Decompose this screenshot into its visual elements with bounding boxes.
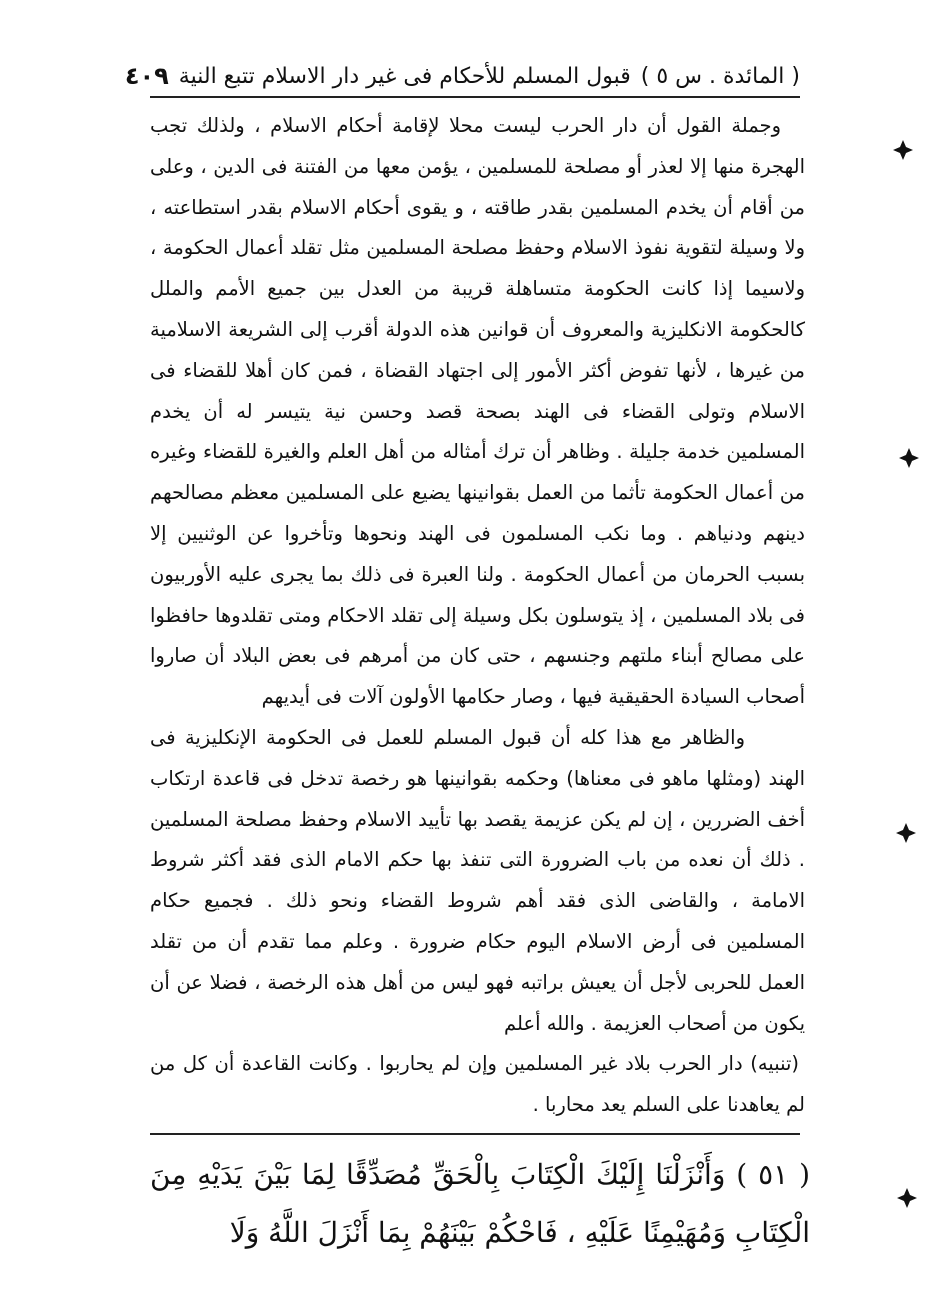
quran-verse: ( ٥١ ) وَأَنْزَلْنَا إِلَيْكَ الْكِتَابَ بِالْحَقِّ مُصَدِّقًا لِمَا بَيْنَ يَدَيْهِ مِنَ الْكِتَابِ وَمُهَيْمِنًا عَلَيْهِ ، فَاحْكُمْ بَيْنَهُمْ بِمَا أَنْزَلَ اللَّهُ وَلَا (150, 1158, 811, 1249)
margin-mark-icon (892, 139, 914, 161)
paragraph-3: (تنبيه) دار الحرب بلاد غير المسلمين وإن لم يحاربوا . وكانت القاعدة أن كل من لم يعاهدنا على السلم يعد محاربا . (150, 1052, 805, 1117)
paragraph-2: والظاهر مع هذا كله أن قبول المسلم للعمل فى الحكومة الإنكليزية فى الهند (ومثلها ماهو فى معناها) وحكمه بقوانينها هو رخصة تدخل فى قاعدة ارتكاب أخف الضررين ، إن لم يكن عزيمة يقصد بها تأييد الاسلام وحفظ مصلحة المسلمين . ذلك أن نعده من باب الضرورة التى تنفذ بها حكم الامام الذى فقد أكثر شروط الامامة ، والقاضى الذى فقد أهم شروط القضاء ونحو ذلك . فجميع حكام المسلمين فى أرض الاسلام اليوم حكام ضرورة . وعلم مما تقدم أن من تقلد العمل للحربى لأجل أن يعيش براتبه فهو ليس من أهل هذه الرخصة ، فضلا عن أن يكون من أصحاب العزيمة . والله أعلم (150, 725, 805, 1035)
sura-reference: ( المائدة . س ٥ ) (640, 63, 800, 89)
margin-mark-icon (895, 822, 917, 844)
margin-mark-icon (898, 447, 920, 469)
page-number: ٤٠٩ (124, 62, 169, 90)
verse-divider (150, 1133, 800, 1135)
running-title: قبول المسلم للأحكام فى غير دار الاسلام تتبع النية (178, 63, 631, 89)
page-header (124, 58, 800, 94)
margin-mark-icon (896, 1187, 918, 1209)
header-rule (150, 96, 800, 98)
paragraph-1: وجملة القول أن دار الحرب ليست محلا لإقامة أحكام الاسلام ، ولذلك تجب الهجرة منها إلا لعذر أو مصلحة للمسلمين ، يؤمن معها من الفتنة فى الدين ، وعلى من أقام أن يخدم المسلمين بقدر طاقته ، و يقوى أحكام الاسلام بقدر استطاعته ، ولا وسيلة لتقوية نفوذ الاسلام وحفظ مصلحة المسلمين مثل تقلد أعمال الحكومة ، ولاسيما إذا كانت الحكومة متساهلة قريبة من العدل بين جميع الأمم والملل كالحكومة الانكليزية والمعروف أن قوانين هذه الدولة أقرب إلى الشريعة الاسلامية من غيرها ، لأنها تفوض أكثر الأمور إلى اجتهاد القضاة ، فمن كان أهلا للقضاء فى الاسلام وتولى القضاء فى الهند بصحة قصد وحسن نية يتيسر له أن يخدم المسلمين خدمة جليلة . وظاهر أن ترك أمثاله من أهل العلم والغيرة للقضاء وغيره من أعمال الحكومة تأثما من العمل بقوانينها يضيع على المسلمين معظم مصالحهم دينهم ودنياهم . وما نكب المسلمون فى الهند ونحوها وتأخروا عن الوثنيين إلا بسبب الحرمان من أعمال الحكومة . ولنا العبرة فى ذلك بما يجرى عليه الأوربيون فى بلاد المسلمين ، إذ يتوسلون بكل وسيلة إلى تقلد الاحكام ومتى تقلدوها حافظوا على مصالح أبناء ملتهم وجنسهم ، حتى كان من أمرهم فى بعض البلاد أن صاروا أصحاب السيادة الحقيقية فيها ، وصار حكامها الأولون آلات فى أيديهم (150, 114, 805, 709)
body-text (150, 106, 805, 1126)
